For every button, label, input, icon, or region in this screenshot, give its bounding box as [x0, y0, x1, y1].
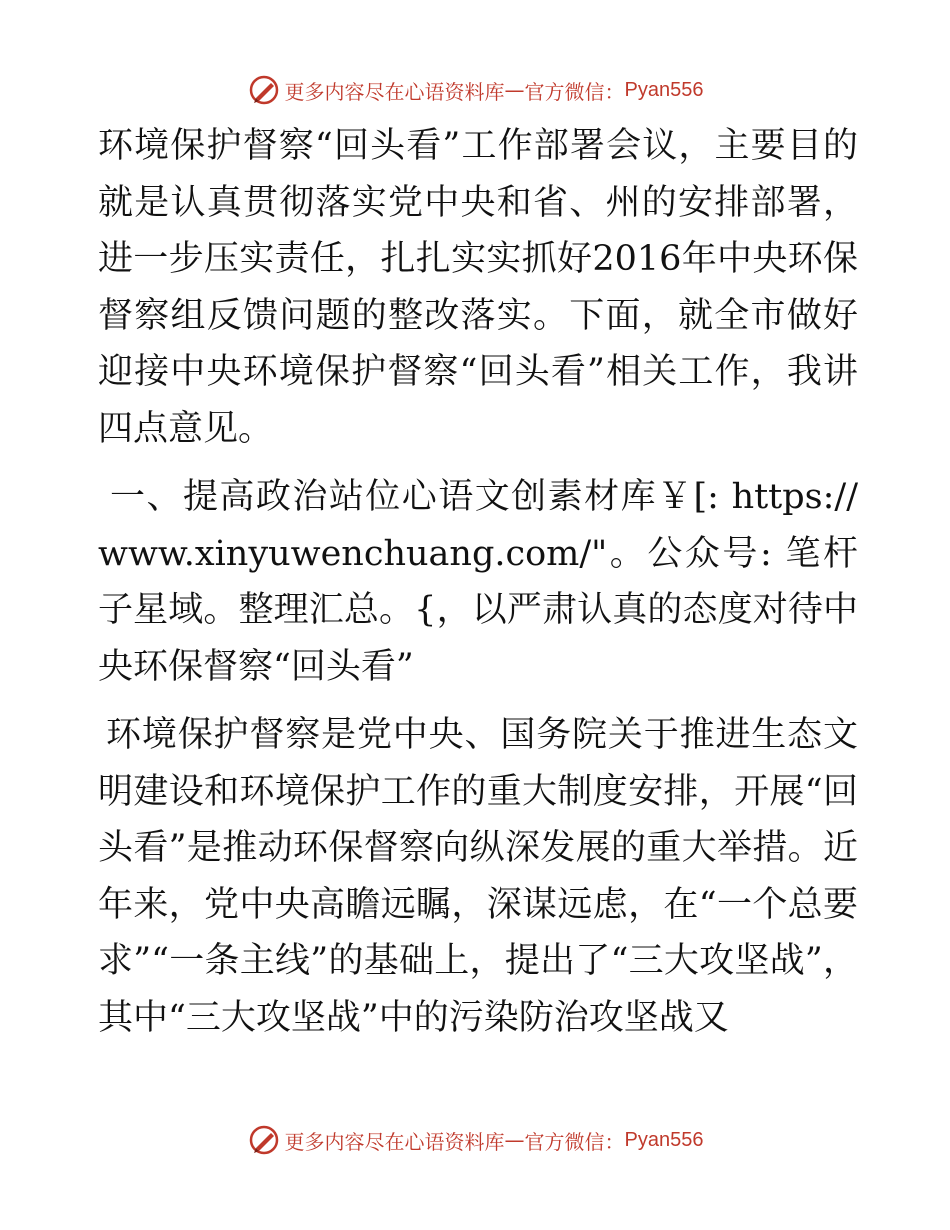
pen-logo-icon: [247, 1123, 281, 1157]
body-paragraph-1: 环境保护督察“回头看”工作部署会议，主要目的就是认真贯彻落实党中央和省、州的安排部署，进一步压实责任，扎扎实实抓好2016年中央环保督察组反馈问题的整改落实。下面，就全市做好迎接中央环境保护督察“回头看”相关工作，我讲四点意见。: [98, 126, 858, 449]
footer-wechat-label: 官方微信：: [524, 1129, 625, 1154]
header-dash: —: [504, 78, 525, 102]
document-body: [98, 118, 858, 1046]
section-heading-1: 一、提高政治站位心语文创素材库￥[: https://www.xinyuwenchuang.com/"。公众号: 笔杆子星域。整理汇总。{，以严肃认真的态度对待中央环保督察“回头看”: [98, 477, 858, 687]
body-paragraph-2: 环境保护督察是党中央、国务院关于推进生态文明建设和环境保护工作的重大制度安排，开展“回头看”是推动环保督察向纵深发展的重大举措。近年来，党中央高瞻远瞩，深谋远虑，在“一个总要求”“一条主线”的基础上，提出了“三大攻坚战”，其中“三大攻坚战”中的污染防治攻坚战又: [98, 715, 858, 1038]
header-wechat-account: Pyan556: [624, 78, 704, 101]
footer-dash: —: [504, 1128, 525, 1152]
pen-logo-icon: [247, 73, 281, 107]
header-banner: [0, 70, 950, 110]
header-site-name: 更多内容尽在心语资料库: [284, 79, 505, 104]
header-wechat-label: 官方微信：: [524, 79, 625, 104]
footer-site-name: 更多内容尽在心语资料库: [284, 1129, 505, 1154]
footer-wechat-account: Pyan556: [624, 1128, 704, 1151]
footer-banner: [0, 1120, 950, 1160]
